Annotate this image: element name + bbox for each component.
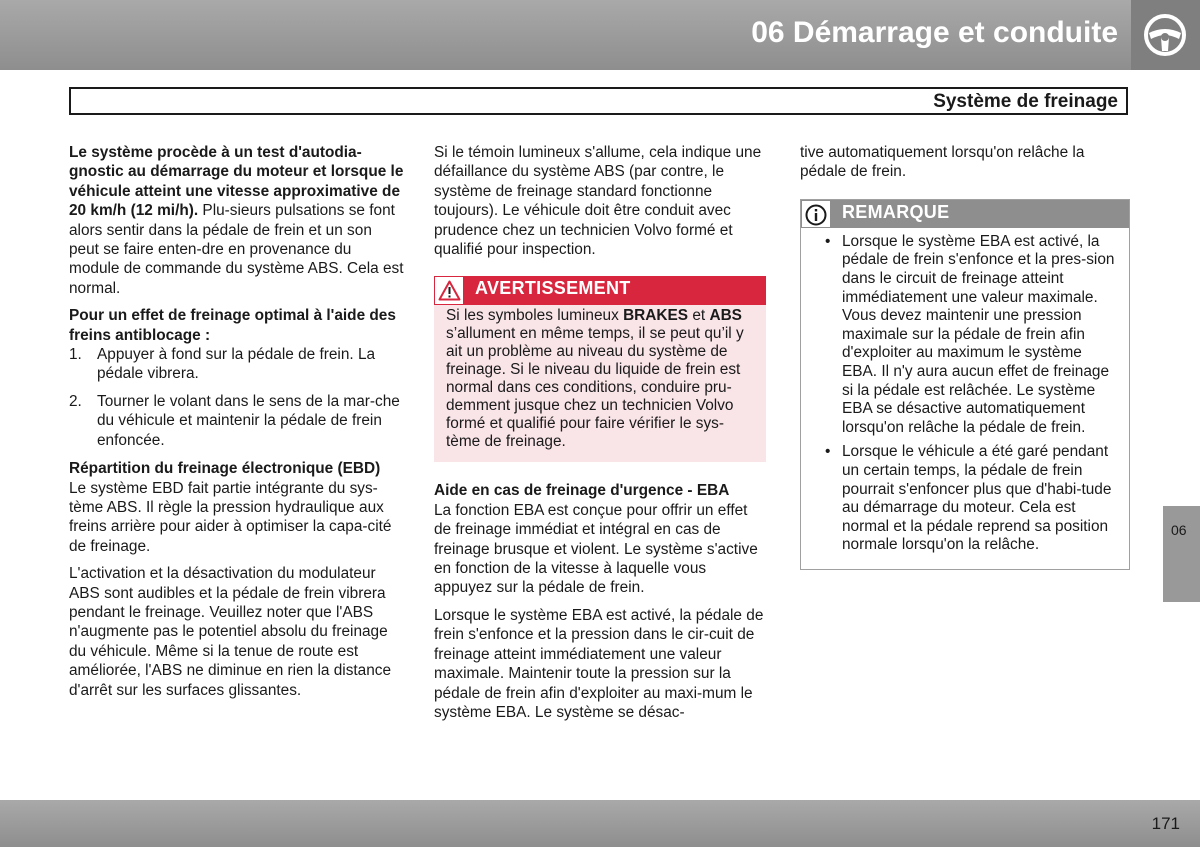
step-number: 2. [69,392,82,410]
intro-bold-text: Le système procède à un test d'autodia-gnostic au démarrage du moteur et lorsque le véhicule atteint une vitesse approximative de 20 km/h (12 mi/h). [69,144,404,220]
column-2 [434,143,766,730]
heading-eba: Aide en cas de freinage d'urgence - EBA [434,482,730,500]
continued-paragraph: tive automatiquement lorsqu'on relâche la pédale de frein. [800,144,1085,181]
warning-header [434,276,766,305]
eba-paragraph-2: Lorsque le système EBA est activé, la pédale de frein s'enfonce et la pression dans le cir-cuit de freinage atteint immédiatement une valeur maximale. Maintenir toute la pression sur la pédale de frein afin d'exploiter au maxi-mum le système EBA. Le système se désac- [434,606,764,721]
eba-paragraph-1: La fonction EBA est conçue pour offrir un effet de freinage immédiat et intégral en cas de freinage brusque et violent. Le système s'active en fonction de la vitesse à laquelle vous appuyez sur la pédale de frein. [434,501,758,597]
steering-wheel-icon [1143,13,1187,57]
abs-paragraph: L'activation et la désactivation du modulateur ABS sont audibles et la pédale de frein vibrera pendant le freinage. Veuillez noter que l'ABS n'augmente pas le potentiel absolu du freinage du véhicule. Même si la tenue de route est améliorée, l'ABS ne diminue en rien la distance d'arrêt sur les surfaces glissantes. [69,565,392,699]
chapter-side-tab-label: 06 [1171,522,1187,538]
warning-title: AVERTISSEMENT [475,278,631,299]
warning-text: et [688,307,710,325]
note-header [801,200,1129,228]
intro-paragraph [69,143,404,298]
intro-text: Plu-sieurs pulsations se font alors sentir dans la pédale de frein et un son peut se faire enten-dre en provenance du module de commande du système ABS. Cela est normal. [69,202,404,297]
warning-icon-box [434,276,464,305]
chapter-icon-box [1131,0,1200,70]
column-1 [69,143,404,708]
info-icon [805,204,827,226]
step-text: Appuyer à fond sur la pédale de frein. La pédale vibrera. [97,346,376,383]
chapter-side-tab [1163,506,1200,602]
column-3 [800,143,1130,570]
footer-bar [0,800,1200,847]
note-box [800,199,1130,570]
note-icon-box [801,200,831,228]
abs-warning-light-paragraph: Si le témoin lumineux s'allume, cela indique une défaillance du système ABS (par contre, le système de freinage standard fonctionne toujours). Le véhicule doit être conduit avec prudence chez un technicien Volvo formé et qualifié pour inspection. [434,144,762,259]
warning-body [434,305,766,462]
warning-text: s’allument en même temps, il se peut qu’il y ait un problème au niveau du système de freinage. Si le niveau du liquide de frein est normal dans ces conditions, conduire pru-demment jusque chez un technicien Volvo formé et qualifié pour faire vérifier le sys-tème de freinage. [446,325,744,451]
list-item [813,233,1117,438]
note-title: REMARQUE [842,201,950,222]
warning-text: Si les symboles lumineux [446,307,624,325]
list-item [813,443,1117,555]
page-number: 171 [1151,814,1180,833]
warning-box [434,276,766,462]
abs-symbol-label: ABS [709,307,742,325]
chapter-title: 06 Démarrage et conduite [751,16,1118,49]
step-number: 1. [69,346,82,364]
bullet: • [825,232,831,250]
list-item [69,345,404,384]
heading-optimal-braking: Pour un effet de freinage optimal à l'aide des freins antiblocage : [69,307,396,344]
note-list [813,233,1117,555]
warning-triangle-icon [438,280,461,301]
note-item-text: Lorsque le système EBA est activé, la pédale de frein s'enfonce et la pres-sion dans le circuit de freinage atteint immédiatement une valeur maximale. Vous devez maintenir une pression maximale sur la pédale de frein afin d'exploiter au maximum le système EBA. Il n'y aura aucun effet de freinage si la pédale est relâchée. Le système EBA se désactive automatiquement lorsqu'on relâche la pédale de frein. [842,232,1115,436]
list-item [69,392,404,450]
section-header [69,87,1128,115]
step-text: Tourner le volant dans le sens de la mar-che du véhicule et maintenir la pédale de frein enfoncée. [97,392,400,449]
header-bar [0,0,1200,70]
section-title: Système de freinage [933,91,1118,112]
note-item-text: Lorsque le véhicule a été garé pendant un certain temps, la pédale de frein pourrait s'enfoncer plus que d'habi-tude au démarrage du moteur. Cela est normal et la pédale reprend sa position normale lorsqu'on la relâche. [842,443,1112,554]
heading-ebd: Répartition du freinage électronique (EBD) [69,460,381,478]
note-body [801,228,1129,569]
steps-list [69,345,404,450]
brakes-symbol-label: BRAKES [623,307,689,325]
bullet: • [825,443,831,461]
ebd-paragraph: Le système EBD fait partie intégrante du sys-tème ABS. Il règle la pression hydraulique aux freins arrière pour aider à optimiser la capa-cité de freinage. [69,479,392,555]
